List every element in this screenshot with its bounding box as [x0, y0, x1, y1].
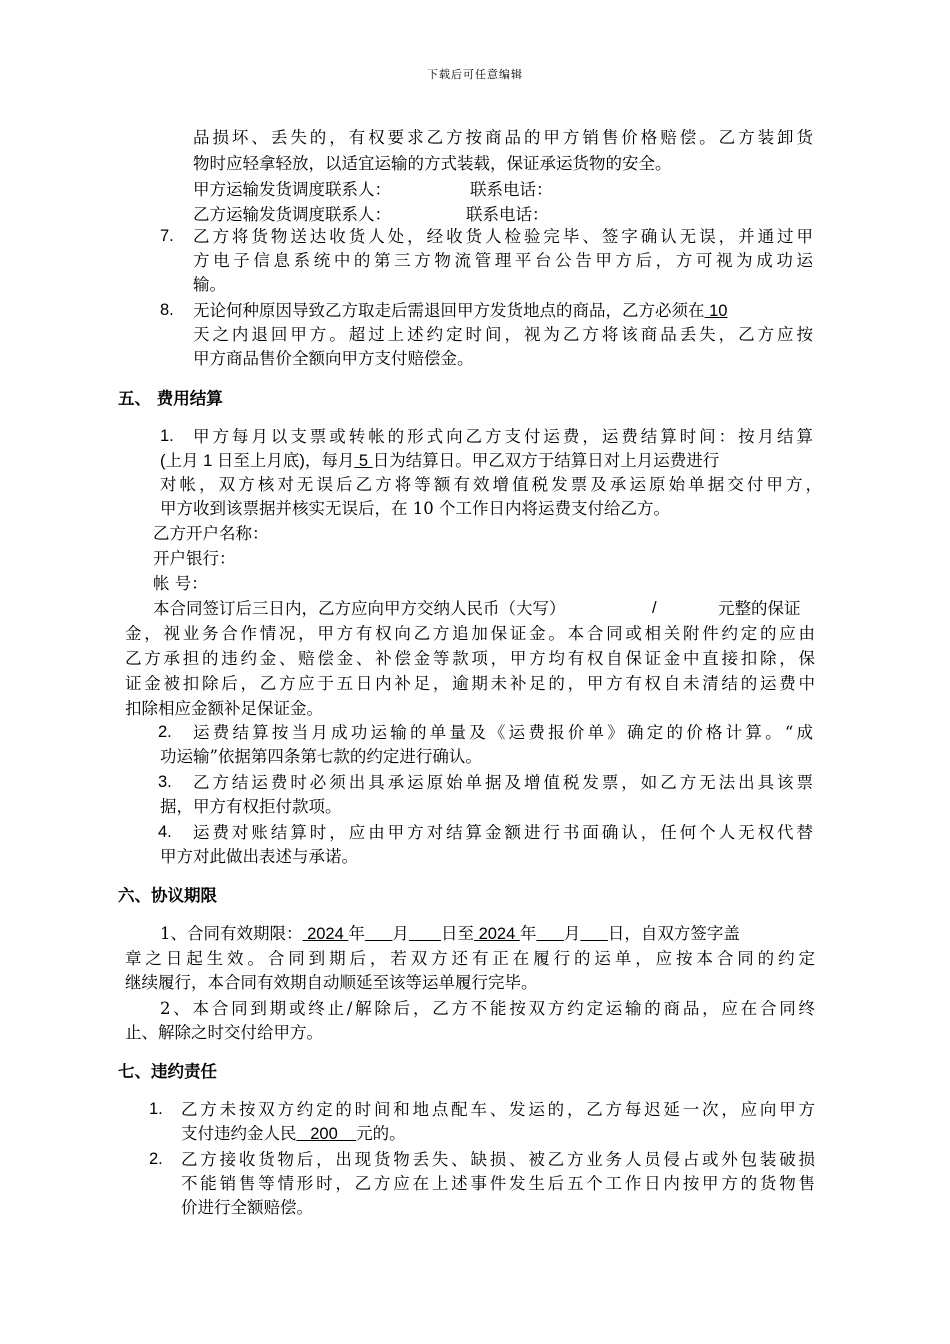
settlement-day-value: 5 [354, 452, 373, 470]
account-name-label: 乙方开户名称： [153, 524, 269, 543]
deposit-line-5: 扣除相应金额补足保证金。 [125, 699, 323, 718]
s5-item-2-line-1: 运费结算按当月成功运输的单量及《运费报价单》确定的价格计算。“成 [193, 723, 813, 742]
s5-item-3-line-1: 乙方结运费时必须出具承运原始单据及增值税发票，如乙方无法出具该票 [193, 773, 813, 792]
start-month-blank [365, 925, 393, 943]
term-label: 1、合同有效期限： [160, 924, 303, 943]
page-header: 下载后可任意编辑 [427, 68, 523, 81]
year-unit-2: 年 [519, 924, 537, 943]
s5-item-1-line-3: 对帐，双方核对无误后乙方将等额有效增值税发票及承运原始单据交付甲方， [160, 475, 822, 494]
deposit-line-4: 证金被扣除后，乙方应于五日内补足，逾期未补足的，甲方有权自未清结的运费中 [125, 674, 815, 693]
section-6-title: 六、协议期限 [118, 886, 217, 905]
deposit-line-1-b: 元整的保证 [718, 599, 801, 618]
deposit-line-3: 乙方承担的违约金、赔偿金、补偿金等款项，甲方均有权自保证金中直接扣除，保 [125, 649, 815, 668]
item-8-line-1 [193, 298, 727, 324]
s7-item-1-number: 1. [149, 1100, 163, 1118]
s5-item-1-number: 1. [160, 427, 174, 445]
s7-item-1-line-2 [181, 1121, 406, 1147]
s7-item-2-line-3: 价进行全额赔偿。 [181, 1198, 313, 1217]
penalty-label: 支付违约金人民 [181, 1124, 297, 1143]
bank-label: 开户银行： [153, 549, 236, 568]
item-8-line-1-text: 无论何种原因导致乙方取走后需退回甲方发货地点的商品，乙方必须在 [193, 301, 705, 320]
clause-continuation-line-2: 物时应轻拿轻放，以适宜运输的方式装载，保证承运货物的安全。 [193, 154, 672, 173]
term-line-1 [160, 921, 740, 947]
item-8-line-2: 天之内退回甲方。超过上述约定时间，视为乙方将该商品丢失，乙方应按 [193, 325, 813, 344]
expiry-line-1: 2、本合同到期或终止/解除后，乙方不能按双方约定运输的商品，应在合同终 [160, 999, 815, 1018]
party-b-phone-label: 联系电话： [466, 205, 549, 224]
s5-item-1-line-2-a: (上月 1 日至上月底)，每月 [160, 452, 355, 470]
clause-continuation-line-1: 品损坏、丢失的，有权要求乙方按商品的甲方销售价格赔偿。乙方装卸货 [193, 128, 813, 147]
item-7-line-3: 输。 [193, 275, 226, 294]
term-line-3: 继续履行，本合同有效期自动顺延至该等运单履行完毕。 [125, 973, 538, 992]
account-number-label: 帐 号： [153, 574, 208, 593]
section-7-title: 七、违约责任 [118, 1062, 217, 1081]
section-5-title: 五、 费用结算 [118, 389, 223, 408]
s5-item-1-line-4: 甲方收到该票据并核实无误后，在 10 个工作日内将运费支付给乙方。 [160, 499, 670, 518]
item-7-line-1: 乙方将货物送达收货人处，经收货人检验完毕、签字确认无误，并通过甲 [193, 227, 813, 246]
end-year-value: 2024 [473, 925, 520, 943]
deposit-line-2: 金，视业务合作情况，甲方有权向乙方追加保证金。本合同或相关附件约定的应由 [125, 624, 815, 643]
s5-item-4-number: 4. [158, 823, 172, 841]
month-unit-2: 月 [563, 924, 581, 943]
party-a-contact-label: 甲方运输发货调度联系人： [193, 180, 391, 199]
month-unit: 月 [392, 924, 409, 943]
item-7-number: 7. [160, 227, 174, 245]
party-b-contact-label: 乙方运输发货调度联系人： [193, 205, 391, 224]
penalty-amount-value: 200 [296, 1125, 357, 1143]
end-day-blank [580, 925, 608, 943]
s5-item-2-number: 2. [158, 723, 172, 741]
s5-item-4-line-1: 运费对账结算时，应由甲方对结算金额进行书面确认，任何个人无权代替 [193, 823, 813, 842]
s5-item-3-line-2: 据，甲方有权拒付款项。 [160, 797, 342, 816]
s7-item-1-line-1: 乙方未按双方约定的时间和地点配车、发运的，乙方每迟延一次，应向甲方 [181, 1100, 815, 1119]
start-day-blank [409, 925, 441, 943]
term-tail: 日，自双方签字盖 [607, 924, 740, 943]
expiry-line-2: 止、解除之时交付给甲方。 [125, 1023, 323, 1042]
item-7-line-2: 方电子信息系统中的第三方物流管理平台公告甲方后，方可视为成功运 [193, 251, 813, 270]
s5-item-1-line-1: 甲方每月以支票或转帐的形式向乙方支付运费，运费结算时间：按月结算 [193, 427, 813, 446]
term-line-2: 章之日起生效。合同到期后，若双方还有正在履行的运单，应按本合同的约定 [125, 949, 815, 968]
s5-item-4-line-2: 甲方对此做出表述与承诺。 [160, 847, 358, 866]
s7-item-2-line-1: 乙方接收货物后，出现货物丢失、缺损、被乙方业务人员侵占或外包装破损 [181, 1150, 815, 1169]
deposit-amount-slash: / [652, 599, 657, 617]
party-a-phone-label: 联系电话： [470, 180, 553, 199]
end-month-blank [536, 925, 564, 943]
s5-item-3-number: 3. [158, 773, 172, 791]
item-8-number: 8. [160, 301, 174, 319]
return-days-value: 10 [704, 302, 728, 320]
item-8-line-3: 甲方商品售价全额向甲方支付赔偿金。 [193, 349, 474, 368]
day-to: 日至 [440, 924, 474, 943]
year-unit: 年 [348, 924, 365, 943]
penalty-unit: 元的。 [356, 1124, 406, 1143]
s5-item-1-line-2 [160, 448, 822, 474]
s7-item-2-line-2: 不能销售等情形时，乙方应在上述事件发生后五个工作日内按甲方的货物售 [181, 1174, 815, 1193]
deposit-line-1-a: 本合同签订后三日内，乙方应向甲方交纳人民币（大写） [153, 599, 566, 618]
s7-item-2-number: 2. [149, 1150, 163, 1168]
start-year-value: 2024 [302, 925, 349, 943]
s5-item-1-line-2-b: 日为结算日。甲乙双方于结算日对上月运费进行 [372, 451, 720, 470]
s5-item-2-line-2: 功运输”依据第四条第七款的约定进行确认。 [160, 747, 482, 766]
